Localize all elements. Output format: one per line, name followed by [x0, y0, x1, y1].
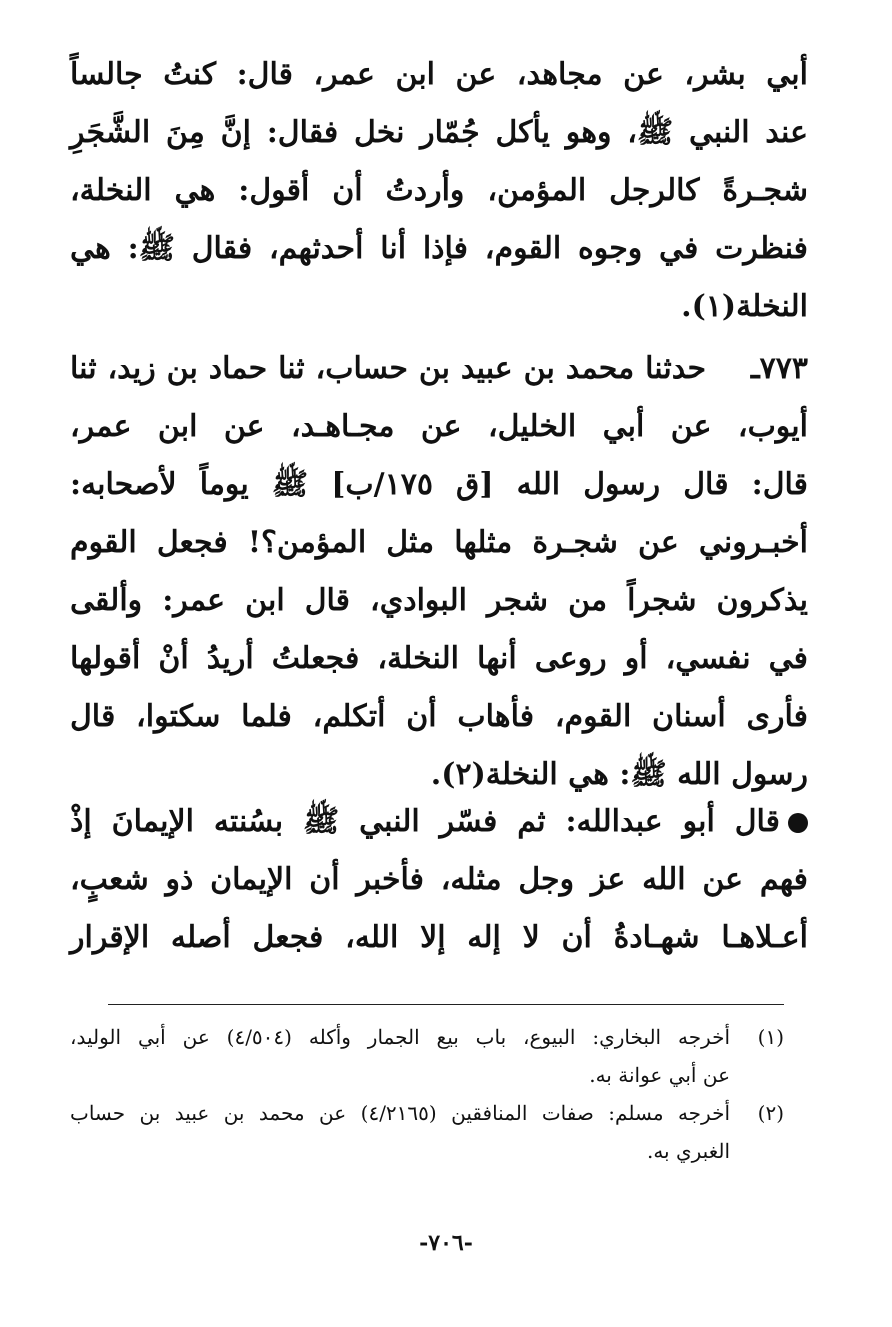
text-line: أبي بشر، عن مجاهد، عن ابن عمر، قال: كنتُ جالساً: [70, 57, 808, 92]
text-line: أخبـروني عن شجـرة مثلها مثل المؤمن؟! فجعل القوم: [70, 525, 808, 560]
hadith-number: ٧٧٣ـ: [750, 351, 808, 386]
text-line: في نفسي، أو روعى أنها النخلة، فجعلتُ أريدُ أنْ أقولها: [70, 641, 808, 676]
footnote-line: الغبري به.: [646, 1139, 730, 1163]
commentary-first-line: [70, 793, 808, 851]
footnote-line: أخرجه مسلم: صفات المنافقين (٤/٢١٦٥) عن محمد بن عبيد بن حساب: [70, 1101, 730, 1125]
continued-hadith-text: [70, 46, 808, 336]
text-line: رسول الله ﷺ: هي النخلة(٢).: [430, 757, 808, 792]
footnote-1: [70, 1018, 784, 1094]
text-line: أيوب، عن أبي الخليل، عن مجـاهـد، عن ابن عمر،: [70, 409, 808, 444]
hadith-773: [70, 340, 808, 804]
footnote-number: (٢): [757, 1101, 784, 1125]
text-line: فأرى أسنان القوم، فأهاب أن أتكلم، فلما سكتوا، قال: [70, 699, 808, 734]
text-line: قال: قال رسول الله [ق ١٧٥/ب] ﷺ يوماً لأصحابه:: [70, 467, 808, 502]
footnote-line: أخرجه البخاري: البيوع، باب بيع الجمار وأكله (٤/٥٠٤) عن أبي الوليد،: [70, 1025, 731, 1049]
text-line: قال أبو عبدالله: ثم فسّر النبي ﷺ بسُنته الإيمانَ إذْ: [70, 804, 780, 839]
footnote-separator: [108, 1004, 784, 1005]
hadith-body-continued: [70, 398, 808, 804]
text-line: فنظرت في وجوه القوم، فإذا أنا أحدثهم، فقال ﷺ: هي: [70, 231, 808, 266]
text-line: شجـرةً كالرجل المؤمن، وأردتُ أن أقول: هي النخلة،: [70, 173, 808, 208]
footnote-2: [70, 1094, 784, 1170]
text-line: النخلة(١).: [681, 289, 808, 324]
commentary-paragraph: [70, 793, 808, 967]
hadith-body: [70, 340, 706, 398]
footnote-line: عن أبي عوانة به.: [589, 1063, 730, 1087]
footnote-number: (١): [757, 1025, 784, 1049]
footnotes: [70, 1018, 784, 1170]
text-line: عند النبي ﷺ، وهو يأكل جُمّار نخل فقال: إنَّ مِنَ الشَّجَرِ: [70, 115, 808, 150]
text-line: أعـلاهـا شهـادةُ أن لا إله إلا الله، فجعل أصله الإقرار: [70, 920, 808, 955]
bullet-icon: [788, 813, 808, 833]
text-line: حدثنا محمد بن عبيد بن حساب، ثنا حماد بن زيد، ثنا: [70, 351, 706, 386]
page-number: -٧٠٦-: [419, 1230, 473, 1256]
text-line: فهم عن الله عز وجل مثله، فأخبر أن الإيمان ذو شعبٍ،: [70, 862, 808, 897]
text-line: يذكرون شجراً من شجر البوادي، قال ابن عمر: وألقى: [70, 583, 808, 618]
